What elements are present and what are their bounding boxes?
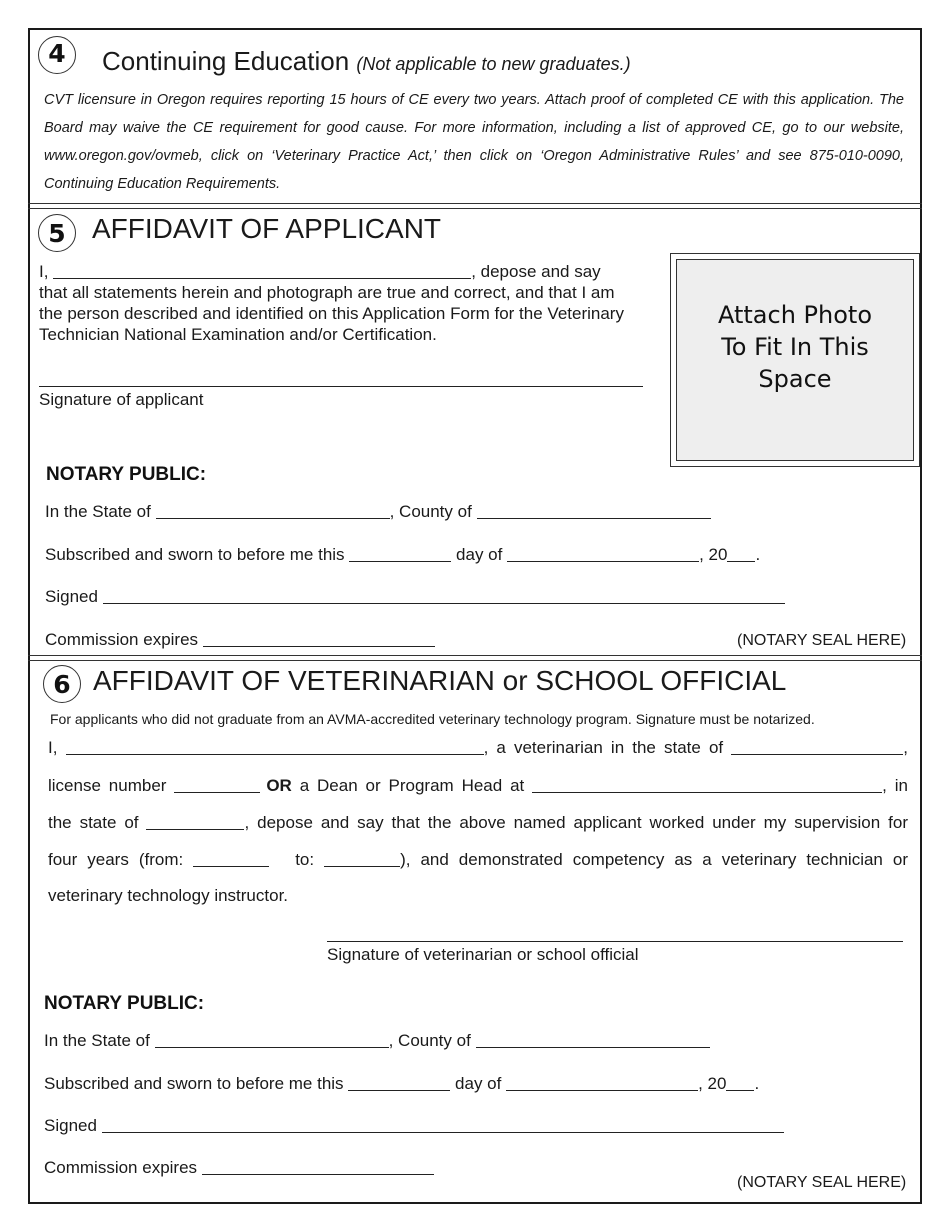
- day-of-label: day of: [456, 545, 503, 564]
- section-6-line-4: [48, 849, 908, 870]
- depose-statement: , depose and say that the above named applicant worked under my supervision for: [244, 813, 908, 832]
- section-6-line-3: [48, 812, 908, 833]
- notary-signed-field[interactable]: [102, 1115, 784, 1133]
- to-date-field[interactable]: [324, 849, 400, 867]
- or-label: OR: [266, 776, 292, 795]
- notary-commission-row: [45, 629, 435, 650]
- year-suffix: .: [754, 1074, 760, 1093]
- vet-state-label: , a veterinarian in the state of: [483, 738, 724, 757]
- notary-commission-field[interactable]: [203, 629, 435, 647]
- section-6-line-1: [48, 737, 908, 758]
- notary-signed-field[interactable]: [103, 586, 785, 604]
- commission-label: Commission expires: [44, 1158, 198, 1177]
- notary-signed-row: [45, 586, 785, 607]
- form-frame: [28, 28, 922, 1204]
- i-label: I,: [48, 738, 58, 757]
- year-prefix: , 20: [699, 545, 728, 564]
- section-6-title: AFFIDAVIT OF VETERINARIAN or SCHOOL OFFICIAL: [93, 665, 787, 696]
- applicant-signature-label: Signature of applicant: [39, 390, 204, 409]
- license-label: license number: [48, 776, 167, 795]
- depose-label: , depose and say: [471, 262, 601, 281]
- section-4-body: CVT licensure in Oregon requires reporting 15 hours of CE every two years. Attach proof of completed CE with this application. The Board may waive the CE requirement for good cause. For more information, including a list of approved CE, go to our website, www.oregon.gov/ovmeb, click on ‘Veterinary Practice Act,’ then click on ‘Oregon Administrative Rules’ and see 875-010-0090, Continuing Education Requirements.: [44, 92, 904, 192]
- dean-label: a Dean or Program Head at: [299, 776, 525, 795]
- notary-month-field[interactable]: [507, 544, 699, 562]
- section-6-line-2: [48, 775, 908, 796]
- section-6-number: 6: [43, 665, 81, 703]
- section-4-title: Continuing Education: [102, 46, 350, 76]
- section-5-statement-block: [39, 261, 629, 345]
- to-label: to:: [295, 850, 315, 869]
- notary-commission-row: [44, 1157, 434, 1178]
- notary-heading: NOTARY PUBLIC:: [46, 464, 207, 485]
- section-5-number: 5: [38, 214, 76, 252]
- notary-commission-field[interactable]: [202, 1157, 434, 1175]
- notary-heading: NOTARY PUBLIC:: [44, 993, 205, 1014]
- vet-signature-label: Signature of veterinarian or school official: [327, 945, 639, 964]
- license-number-field[interactable]: [174, 775, 260, 793]
- notary-state-row: [44, 1030, 710, 1051]
- notary-month-field[interactable]: [506, 1073, 698, 1091]
- from-date-field[interactable]: [193, 849, 269, 867]
- school-name-field[interactable]: [532, 775, 882, 793]
- section-5-title: AFFIDAVIT OF APPLICANT: [92, 213, 442, 244]
- commission-label: Commission expires: [45, 630, 199, 649]
- line-end-comma: ,: [903, 738, 908, 757]
- county-label: , County of: [388, 1031, 471, 1050]
- signed-label: Signed: [45, 587, 98, 606]
- notary-sworn-row: [45, 544, 760, 565]
- notary-year-field[interactable]: [726, 1073, 754, 1091]
- divider: [28, 660, 922, 661]
- signed-label: Signed: [44, 1116, 97, 1135]
- veterinarian-name-field[interactable]: [66, 737, 484, 755]
- county-label: , County of: [389, 502, 472, 521]
- sworn-label: Subscribed and sworn to before me this: [44, 1074, 344, 1093]
- in-label: , in: [882, 776, 908, 795]
- photo-instructions: Attach Photo To Fit In This Space: [717, 301, 873, 393]
- from-label: four years (from:: [48, 850, 184, 869]
- year-suffix: .: [755, 545, 761, 564]
- divider: [28, 208, 922, 209]
- notary-day-field[interactable]: [349, 544, 451, 562]
- notary-seal-label: (NOTARY SEAL HERE): [737, 632, 907, 649]
- notary-signed-row: [44, 1115, 784, 1136]
- school-state-field[interactable]: [146, 812, 244, 830]
- notary-day-field[interactable]: [348, 1073, 450, 1091]
- state-of-label: the state of: [48, 813, 139, 832]
- notary-state-row: [45, 501, 711, 522]
- sworn-label: Subscribed and sworn to before me this: [45, 545, 345, 564]
- notary-county-field[interactable]: [476, 1030, 710, 1048]
- notary-state-field[interactable]: [155, 1030, 389, 1048]
- competency-statement: ), and demonstrated competency as a veterinary technician or: [400, 850, 908, 869]
- i-label: I,: [39, 262, 49, 281]
- notary-year-field[interactable]: [727, 544, 755, 562]
- notary-sworn-row: [44, 1073, 759, 1094]
- notary-county-field[interactable]: [477, 501, 711, 519]
- applicant-name-field[interactable]: [53, 261, 471, 279]
- section-6-note: For applicants who did not graduate from an AVMA-accredited veterinary technology program. Signature must be notarized.: [50, 711, 815, 727]
- divider: [28, 203, 922, 204]
- notary-seal-label: (NOTARY SEAL HERE): [737, 1174, 907, 1191]
- photo-box[interactable]: [670, 253, 920, 467]
- vet-state-field[interactable]: [731, 737, 903, 755]
- section-4-title-row: [102, 46, 631, 77]
- day-of-label: day of: [455, 1074, 502, 1093]
- divider: [28, 655, 922, 656]
- state-label: In the State of: [45, 502, 151, 521]
- state-label: In the State of: [44, 1031, 150, 1050]
- vet-signature-line[interactable]: [327, 941, 903, 942]
- section-4-number: 4: [38, 36, 76, 74]
- year-prefix: , 20: [698, 1074, 727, 1093]
- section-6-line-5: veterinary technology instructor.: [48, 886, 289, 905]
- photo-box-inner: [676, 259, 914, 461]
- applicant-signature-line[interactable]: [39, 386, 643, 387]
- notary-state-field[interactable]: [156, 501, 390, 519]
- section-5-statement: that all statements herein and photograph are true and correct, and that I am the person described and identified on this Application Form for the Veterinary Technician National Examination and/or Certification.: [39, 283, 624, 344]
- section-4-subtitle: (Not applicable to new graduates.): [356, 54, 631, 74]
